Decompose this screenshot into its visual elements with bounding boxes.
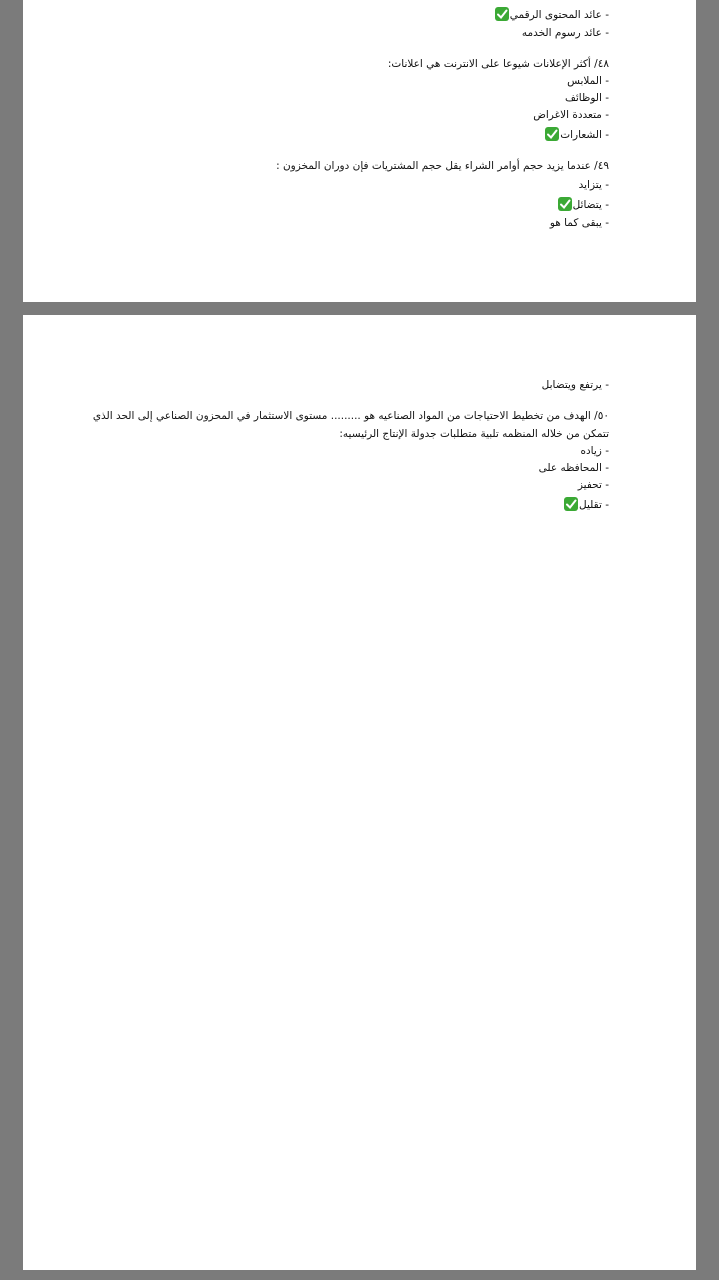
- answer-option: [533, 107, 609, 123]
- answer-option: [545, 127, 609, 143]
- check-mark-icon: [558, 197, 572, 211]
- answer-option: [565, 90, 609, 106]
- option-text: - زياده: [580, 445, 609, 457]
- question-text: ٥٠/ الهدف من تخطيط الاحتياجات من المواد الصناعيه هو ......... مستوى الاستثمار في المحزون الصناعي إلى الحد الذي: [92, 410, 609, 422]
- option-text: - الملابس: [567, 75, 609, 87]
- document-page-2: [23, 315, 696, 1270]
- question-text: تتمكن من خلاله المنظمه تلبية متطلبات جدولة الإنتاج الرئيسيه:: [339, 428, 609, 440]
- option-text: - تقليل: [579, 499, 609, 511]
- answer-option: [579, 177, 609, 193]
- option-text: - يبقى كما هو: [549, 217, 609, 229]
- question-48: [388, 56, 609, 72]
- check-mark-icon: [545, 127, 559, 141]
- question-text: ٤٨/ أكثر الإعلانات شيوعا على الانترنت هي اعلانات:: [387, 58, 609, 70]
- option-text: - الوظائف: [564, 92, 609, 104]
- answer-option: [578, 477, 609, 493]
- answer-option: [564, 497, 609, 513]
- check-mark-icon: [495, 7, 509, 21]
- option-text: - عائد رسوم الخدمه: [521, 27, 609, 39]
- answer-option: [539, 460, 609, 476]
- question-50-continued: [339, 426, 609, 442]
- option-text: - المحافظه على: [538, 462, 609, 474]
- answer-option: [581, 443, 610, 459]
- option-text: - عائد المحتوى الرقمي: [509, 9, 609, 21]
- answer-option: [550, 215, 609, 231]
- option-text: - يرتفع ويتضابل: [541, 379, 609, 391]
- option-text: - تحفيز: [577, 479, 609, 491]
- check-mark-icon: [564, 497, 578, 511]
- question-text: ٤٩/ عندما يزيد حجم أوامر الشراء يقل حجم المشتريات فإن دوران المخزون :: [276, 160, 609, 172]
- answer-option: [495, 7, 609, 23]
- option-text: - يتزايد: [578, 179, 609, 191]
- document-page-1: [23, 0, 696, 302]
- answer-option: [522, 25, 609, 41]
- answer-option: [567, 73, 609, 89]
- answer-option: [558, 197, 609, 213]
- question-49: [276, 158, 609, 174]
- question-50: [93, 408, 609, 424]
- option-text: - الشعارات: [560, 129, 609, 141]
- option-text: - متعددة الاغراض: [533, 109, 609, 121]
- answer-option: [542, 377, 609, 393]
- option-text: - يتضائل: [572, 199, 609, 211]
